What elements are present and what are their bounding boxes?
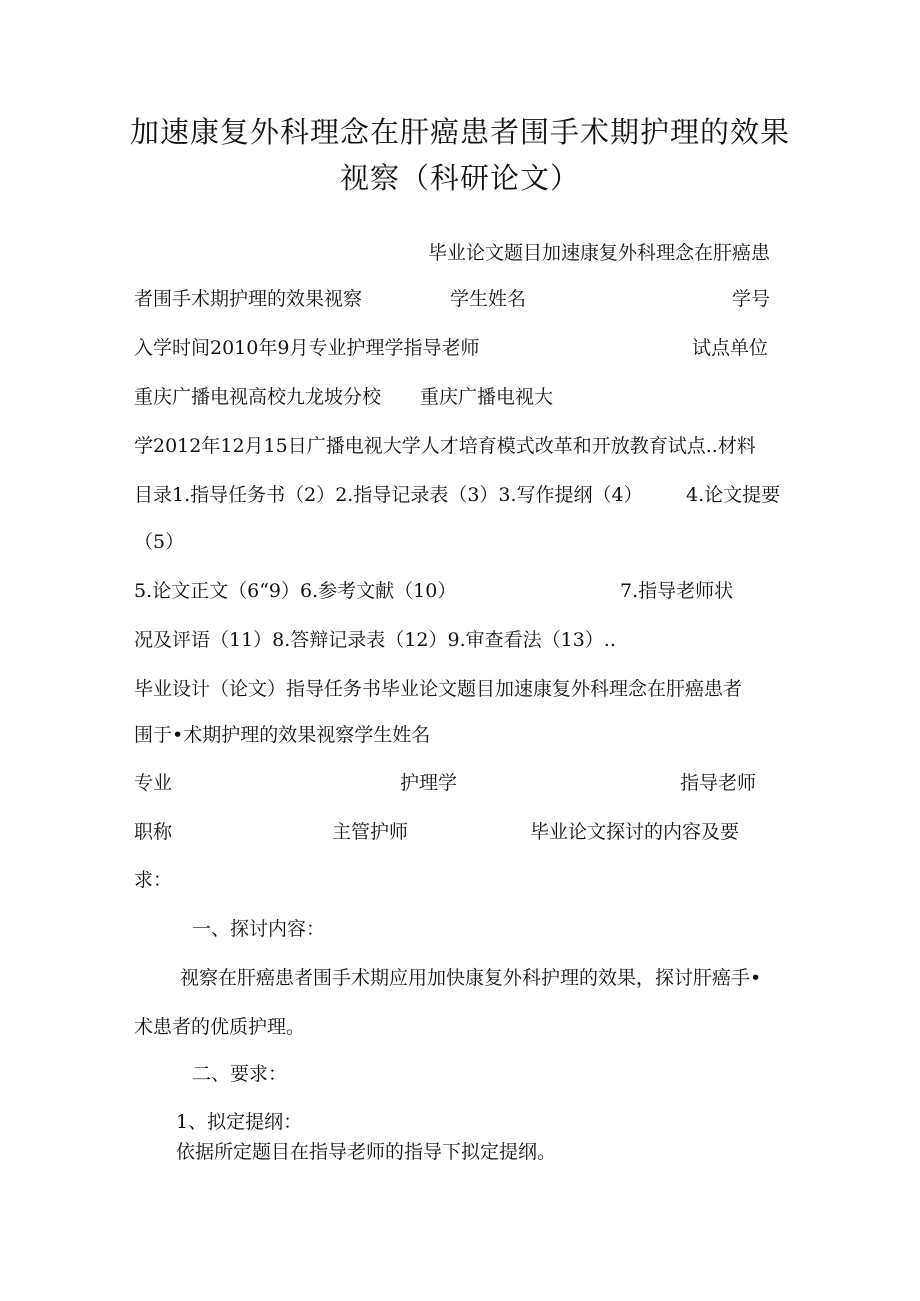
text-line: 5.论文正文（6“9）6.参考文献（10）: [134, 580, 457, 602]
text-line: 况及评语（11）8.答辩记录表（12）9.审查看法（13）..: [134, 629, 616, 651]
text-label: 专业: [134, 772, 173, 794]
text-line: 毕业论文探讨的内容及要: [530, 821, 740, 843]
text-label: 学生姓名: [450, 288, 527, 310]
title-line-1: 加速康复外科理念在肝癌患者围手术期护理的效果: [129, 115, 790, 149]
text-label: 职称: [134, 821, 173, 843]
text-line: 7.指导老师状: [620, 580, 734, 602]
text-value: 主管护师: [332, 821, 409, 843]
text-line: 重庆广播电视高校九龙坡分校: [134, 386, 382, 408]
text-line: 入学时间2010年9月专业护理学指导老师: [134, 337, 480, 359]
text-label: 学号: [732, 288, 771, 310]
section-heading: 二、要求：: [192, 1063, 288, 1085]
text-line: 学2012年12月15日广播电视大学人才培育模式改革和开放教育试点..材料: [134, 435, 756, 457]
text-line: 4.论文提要: [686, 484, 781, 506]
paragraph-line: 视察在肝癌患者围手术期应用加快康复外科护理的效果，探讨肝癌手•: [180, 967, 762, 989]
text-line: 目录1.指导任务书（2）2.指导记录表（3）3.写作提纲（4）: [134, 484, 643, 506]
paragraph-line: 术患者的优质护理。: [134, 1016, 306, 1038]
title-line-2: 视察（科研论文）: [339, 161, 580, 195]
text-line: 求：: [134, 869, 173, 891]
text-label: 指导老师: [680, 772, 757, 794]
text-line: 毕业论文题目加速康复外科理念在肝癌患: [428, 242, 771, 264]
text-line: 围于•术期护理的效果视察学生姓名: [134, 724, 431, 746]
text-line: （5）: [134, 531, 185, 553]
section-heading: 一、探讨内容：: [192, 918, 326, 940]
paragraph-line: 依据所定题目在指导老师的指导下拟定提纲。: [176, 1141, 557, 1163]
text-line: 毕业设计（论文）指导任务书毕业论文题目加速康复外科理念在肝癌患者: [134, 678, 743, 700]
text-value: 护理学: [400, 772, 458, 794]
subsection-heading: 1、拟定提纲：: [176, 1111, 303, 1133]
text-line: 重庆广播电视大: [420, 386, 554, 408]
text-label: 试点单位: [692, 337, 769, 359]
text-line: 者围手术期护理的效果视察: [134, 288, 363, 310]
